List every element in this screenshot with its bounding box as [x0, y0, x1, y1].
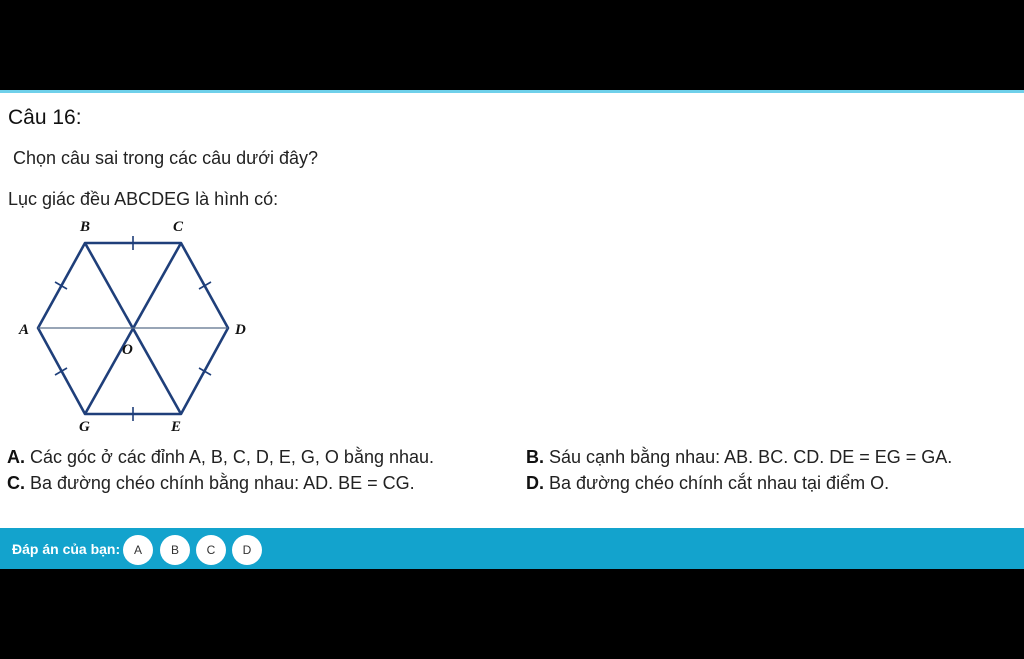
- vertex-label-c: C: [173, 219, 184, 235]
- answer-choice-c[interactable]: C: [196, 535, 226, 565]
- option-b-text: Sáu cạnh bằng nhau: AB. BC. CD. DE = EG = GA.: [549, 447, 953, 467]
- vertex-label-g: G: [79, 419, 90, 435]
- bottom-black-bar: [0, 569, 1024, 659]
- vertex-label-d: D: [235, 322, 246, 338]
- vertex-label-b: B: [80, 219, 91, 235]
- option-b: [526, 447, 952, 468]
- question-stem: Lục giác đều ABCDEG là hình có:: [8, 189, 279, 209]
- question-prompt: Chọn câu sai trong các câu dưới đây?: [13, 148, 319, 168]
- hexagon-figure: [14, 218, 264, 438]
- option-c: [7, 473, 415, 494]
- option-d-text: Ba đường chéo chính cắt nhau tại điểm O.: [549, 473, 890, 493]
- option-c-letter: C.: [7, 473, 25, 493]
- option-a-text: Các góc ở các đỉnh A, B, C, D, E, G, O bằng nhau.: [30, 447, 435, 467]
- top-black-bar: [0, 0, 1024, 90]
- option-a: [7, 447, 434, 468]
- answer-bar: [0, 528, 1024, 569]
- option-d-letter: D.: [526, 473, 544, 493]
- answer-label: Đáp án của bạn:: [12, 541, 121, 557]
- vertex-label-a: A: [19, 322, 30, 338]
- question-title: Câu 16:: [8, 106, 82, 129]
- vertex-label-o: O: [122, 342, 133, 358]
- question-panel: [0, 93, 1024, 528]
- option-a-letter: A.: [7, 447, 25, 467]
- answer-choice-a[interactable]: A: [123, 535, 153, 565]
- option-b-letter: B.: [526, 447, 544, 467]
- option-d: [526, 473, 889, 494]
- answer-choice-b[interactable]: B: [160, 535, 190, 565]
- answer-choice-d[interactable]: D: [232, 535, 262, 565]
- option-c-text: Ba đường chéo chính bằng nhau: AD. BE = CG.: [30, 473, 415, 493]
- vertex-label-e: E: [171, 419, 182, 435]
